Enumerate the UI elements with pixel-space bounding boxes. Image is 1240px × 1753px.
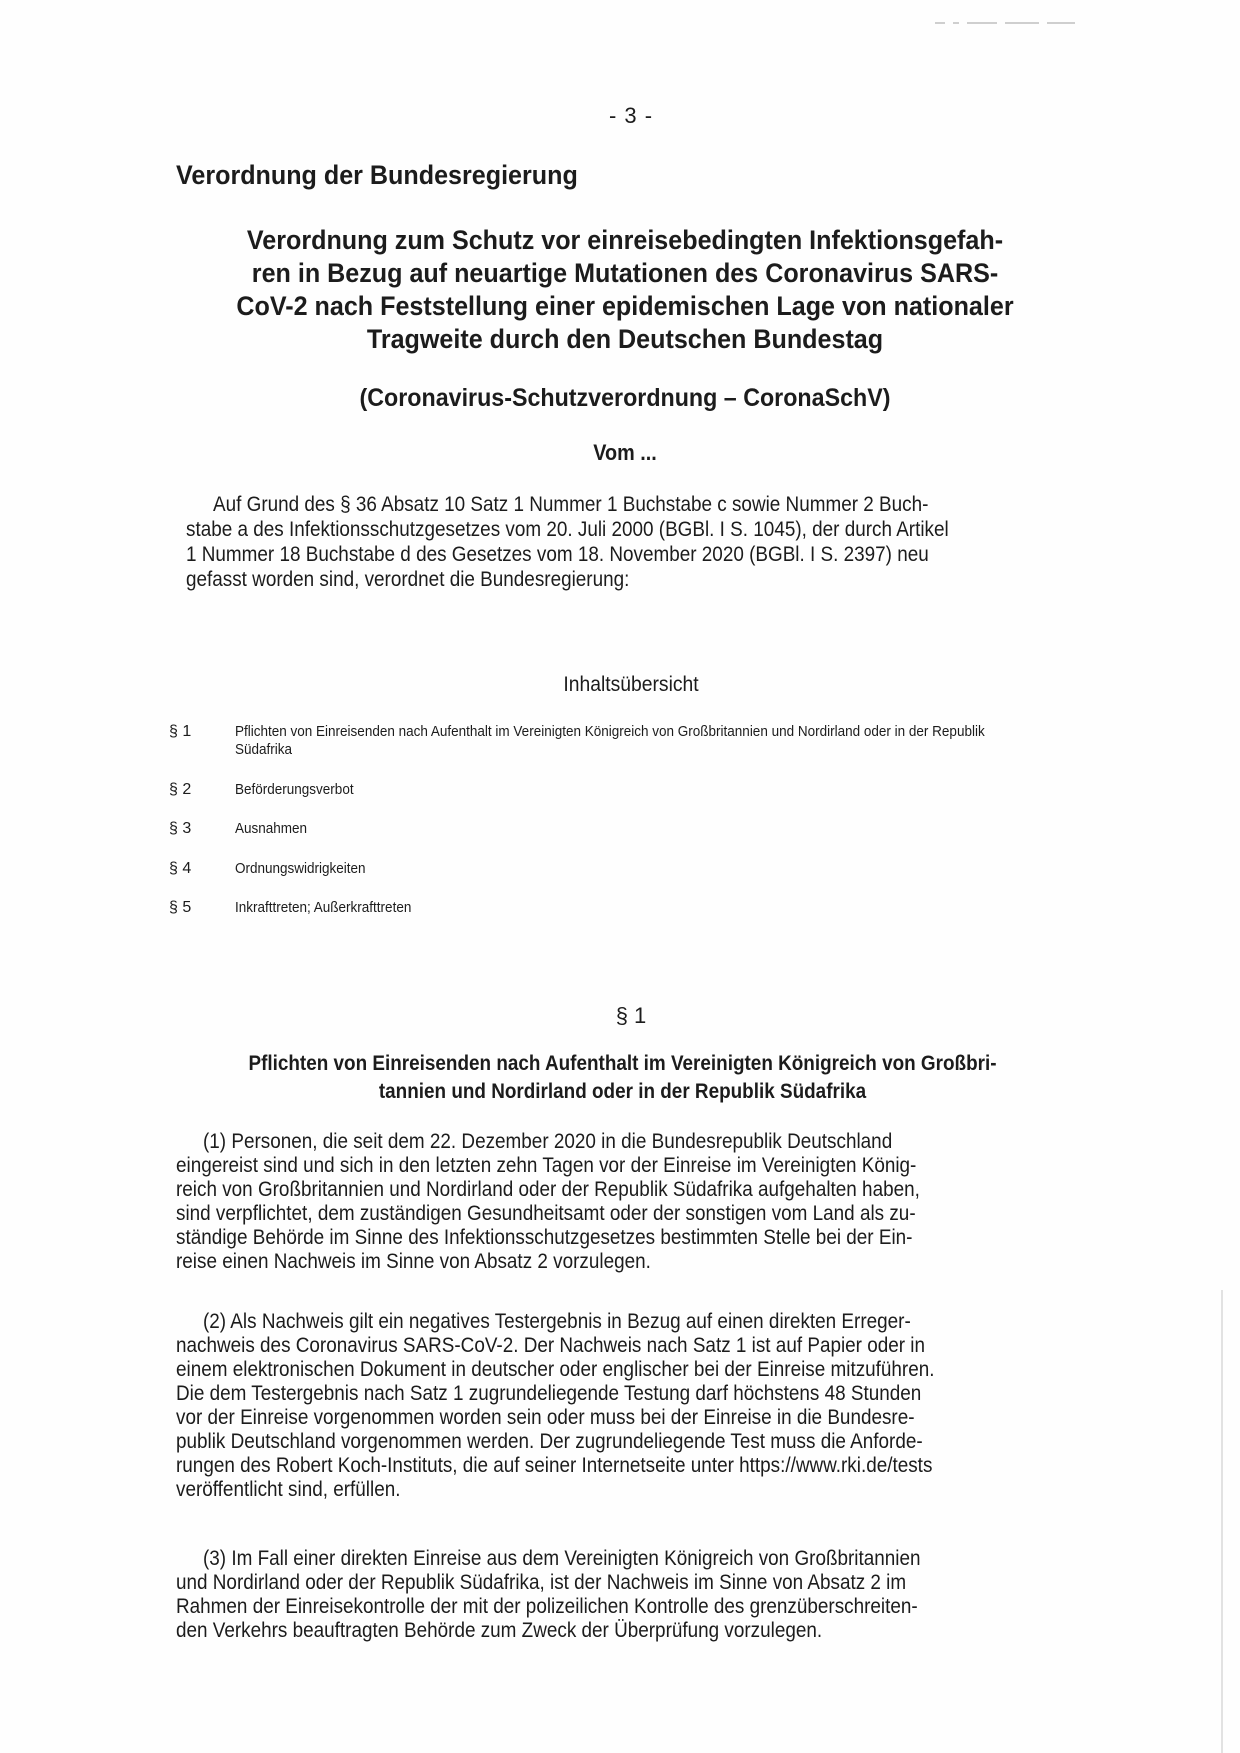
title-line: ren in Bezug auf neuartige Mutationen des Coronavirus SARS- [251,258,999,288]
paragraph-line: publik Deutschland vorgenommen werden. Der zugrundeliegende Test muss die Anforde- [176,1430,923,1453]
paragraph-line: rungen des Robert Koch-Instituts, die auf seiner Internetseite unter https://www.rki.de/tests [176,1454,933,1477]
toc-item-number: § 5 [169,899,192,916]
preamble-line: stabe a des Infektionsschutzgesetzes vom 20. Juli 2000 (BGBl. I S. 1045), der durch Artikel [186,518,949,541]
scan-edge-line [1221,1290,1223,1753]
paragraph-line: einem elektronischen Dokument in deutscher oder englischer bei der Einreise mitzuführen. [176,1358,935,1381]
preamble-line: Auf Grund des § 36 Absatz 10 Satz 1 Nummer 1 Buchstabe c sowie Nummer 2 Buch- [213,493,929,516]
page-number: - 3 - [608,103,654,128]
toc-item-number: § 3 [169,820,192,837]
toc-item-label: Beförderungsverbot [235,781,354,798]
toc-item [169,860,1135,878]
toc-item [169,781,1135,799]
toc-item-number: § 4 [169,860,192,877]
toc-item-label: Pflichten von Einreisenden nach Aufenthalt im Vereinigten Königreich von Großbritannien und Nordirland oder in der Republik Südafrika [235,723,985,758]
paragraph-line: (1) Personen, die seit dem 22. Dezember 2020 in die Bundesrepublik Deutschland [203,1130,893,1153]
paragraph-3 [176,1547,1096,1643]
paragraph-2 [176,1310,1096,1502]
paragraph-line: und Nordirland oder der Republik Südafrika, ist der Nachweis im Sinne von Absatz 2 im [176,1571,907,1594]
preamble-line: 1 Nummer 18 Buchstabe d des Gesetzes vom 18. November 2020 (BGBl. I S. 2397) neu [186,543,929,566]
section-title-line: Pflichten von Einreisenden nach Aufenthalt im Vereinigten Königreich von Großbri- [248,1052,997,1075]
section-number: § 1 [615,1003,647,1028]
toc-item [169,723,1135,759]
paragraph-line: vor der Einreise vorgenommen worden sein oder muss bei der Einreise in die Bundesre- [176,1406,915,1429]
regulation-title [150,224,1100,356]
paragraph-1 [176,1130,1096,1274]
preamble [186,492,1096,592]
paragraph-line: den Verkehrs beauftragten Behörde zum Zweck der Überprüfung vorzulegen. [176,1619,823,1642]
short-title: (Coronavirus-Schutzverordnung – CoronaSchV) [359,384,891,412]
paragraph-line: reise einen Nachweis im Sinne von Absatz 2 vorzulegen. [176,1250,651,1273]
paragraph-line: reich von Großbritannien und Nordirland oder der Republik Südafrika aufgehalten haben, [176,1178,920,1201]
title-line: Tragweite durch den Deutschen Bundestag [366,324,884,354]
toc-item-number: § 2 [169,781,192,798]
title-line: Verordnung zum Schutz vor einreisebedingten Infektionsgefah- [246,225,1004,255]
toc-item [169,899,1135,917]
paragraph-line: (2) Als Nachweis gilt ein negatives Testergebnis in Bezug auf einen direkten Erreger- [203,1310,911,1333]
paragraph-line: Rahmen der Einreisekontrolle der mit der polizeilichen Kontrolle des grenzüberschreiten- [176,1595,918,1618]
paragraph-line: Die dem Testergebnis nach Satz 1 zugrundeliegende Testung darf höchstens 48 Stunden [176,1382,922,1405]
section-title-line: tannien und Nordirland oder in der Republik Südafrika [378,1080,867,1103]
paragraph-line: ständige Behörde im Sinne des Infektionsschutzgesetzes bestimmten Stelle bei der Ein- [176,1226,913,1249]
paragraph-line: nachweis des Coronavirus SARS-CoV-2. Der Nachweis nach Satz 1 ist auf Papier oder in [176,1334,926,1357]
toc-item-label: Inkrafttreten; Außerkrafttreten [235,899,412,916]
section-title [150,1050,1095,1106]
paragraph-line: eingereist sind und sich in den letzten zehn Tagen vor der Einreise im Vereinigten König- [176,1154,917,1177]
paragraph-line: veröffentlicht sind, erfüllen. [176,1478,401,1501]
title-line: CoV-2 nach Feststellung einer epidemischen Lage von nationaler [236,291,1014,321]
preamble-line: gefasst worden sind, verordnet die Bundesregierung: [186,568,630,591]
date-line: Vom ... [593,440,657,465]
issuer-heading: Verordnung der Bundesregierung [176,160,578,190]
toc-heading: Inhaltsübersicht [563,673,699,696]
scan-artifact-marks [935,22,1075,26]
toc-item-label: Ordnungswidrigkeiten [235,860,366,877]
toc-item-label: Ausnahmen [235,820,308,837]
paragraph-line: sind verpflichtet, dem zuständigen Gesundheitsamt oder der sonstigen vom Land als zu- [176,1202,916,1225]
toc-item [169,820,1135,838]
paragraph-line: (3) Im Fall einer direkten Einreise aus dem Vereinigten Königreich von Großbritannien [203,1547,921,1570]
toc-item-number: § 1 [169,723,192,740]
